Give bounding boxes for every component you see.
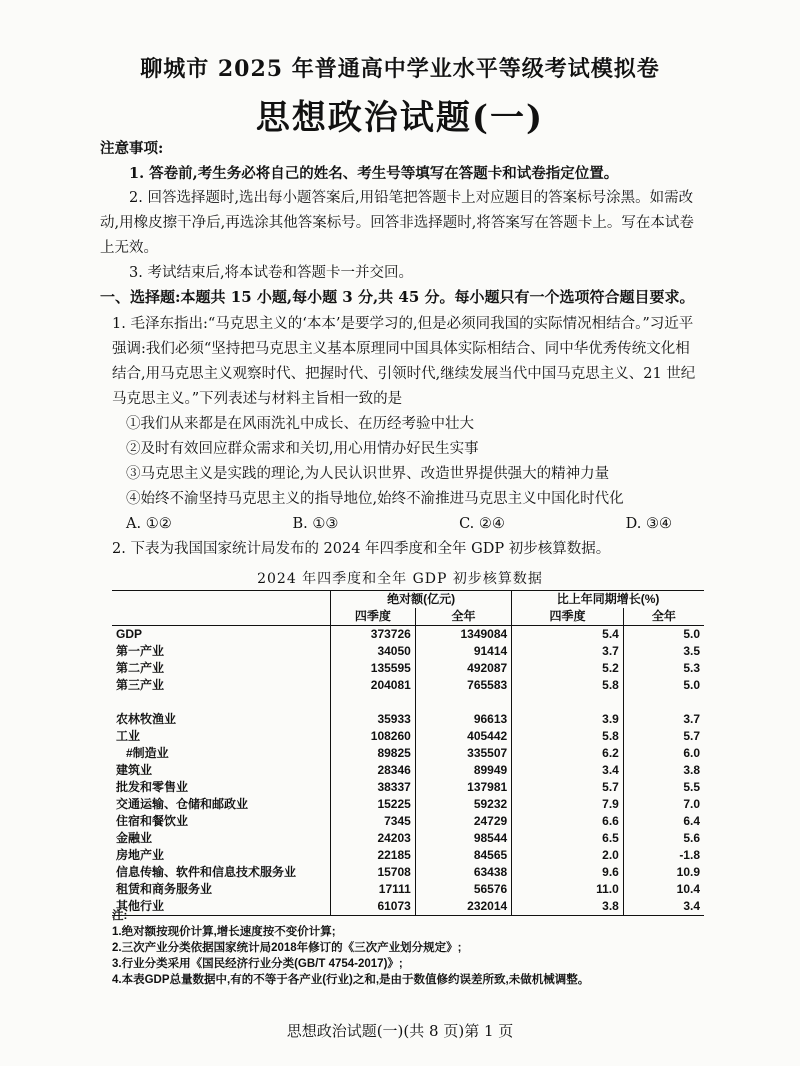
table-cell-value: 108260: [331, 728, 416, 745]
table-cell-label: [112, 694, 331, 711]
table-cell-value: 6.2: [512, 745, 624, 762]
question-1-choices: [112, 512, 702, 537]
table-cell-value: 89825: [331, 745, 416, 762]
table-cell-value: 5.7: [623, 728, 704, 745]
table-cell-value: 492087: [415, 660, 511, 677]
table-group-header-row: [112, 591, 704, 609]
table-cell-value: 15225: [331, 796, 416, 813]
table-cell-label: 第一产业: [116, 644, 165, 658]
table-notes: [112, 908, 712, 988]
notice-item-2: 2. 回答选择题时,选出每小题答案后,用铅笔把答题卡上对应题目的答案标号涂黑。如需改动,用橡皮擦干净后,再选涂其他答案标号。回答非选择题时,将答案写在答题卡上。写在本试卷上无效。: [100, 190, 694, 256]
table-cell-value: 84565: [415, 847, 511, 864]
table-cell-value: 6.0: [623, 745, 704, 762]
table-cell-label: 第二产业: [116, 661, 165, 675]
table-cell-value: 6.4: [623, 813, 704, 830]
table-cell-label: GDP: [116, 627, 143, 641]
sub-header-year-growth: 全年: [623, 608, 704, 626]
group-header-absolute: 绝对额(亿元): [331, 591, 512, 609]
choice-c: C. ②④: [459, 516, 505, 532]
table-cell-value: 35933: [331, 711, 416, 728]
table-cell-value: 3.5: [623, 643, 704, 660]
question-1-option-2: ②及时有效回应群众需求和关切,用心用情办好民生实事: [126, 441, 479, 457]
subject-title: 思想政治试题(一): [255, 98, 545, 138]
question-1-option-4: ④始终不渝坚持马克思主义的指导地位,始终不渝推进马克思主义中国化时代化: [126, 491, 624, 507]
table-cell-value: 1349084: [415, 626, 511, 644]
table-cell-value: 5.7: [512, 779, 624, 796]
table-cell-value: 5.4: [512, 626, 624, 644]
table-cell-value: 6.5: [512, 830, 624, 847]
table-cell-value: [415, 694, 511, 711]
table-cell-value: 5.0: [623, 626, 704, 644]
table-cell-value: 24203: [331, 830, 416, 847]
notice-item-3: 3. 考试结束后,将本试卷和答题卡一并交回。: [129, 265, 414, 281]
table-cell-label: 房地产业: [116, 848, 165, 862]
table-row: [112, 762, 704, 779]
question-1-option-3: ③马克思主义是实践的理论,为人民认识世界、改造世界提供强大的精神力量: [126, 466, 610, 482]
table-row: [112, 796, 704, 813]
table-cell-value: 5.8: [512, 728, 624, 745]
table-cell-label: 批发和零售业: [116, 780, 189, 794]
table-note: 4.本表GDP总量数据中,有的不等于各产业(行业)之和,是由于数值修约误差所致,未做机械调整。: [112, 974, 590, 986]
table-row: [112, 694, 704, 711]
notice-item-1: 1. 答卷前,考生务必将自己的姓名、考生号等填写在答题卡和试卷指定位置。: [129, 165, 619, 182]
table-cell-value: 5.5: [623, 779, 704, 796]
table-cell-value: 232014: [415, 898, 511, 916]
table-cell-value: 17111: [331, 881, 416, 898]
table-cell-value: 373726: [331, 626, 416, 644]
table-cell-label: 第三产业: [116, 678, 165, 692]
table-cell-value: 34050: [331, 643, 416, 660]
table-cell-value: 204081: [331, 677, 416, 694]
table-cell-value: 137981: [415, 779, 511, 796]
table-cell-value: 24729: [415, 813, 511, 830]
table-row: [112, 813, 704, 830]
table-cell-value: 5.2: [512, 660, 624, 677]
table-cell-value: 61073: [331, 898, 416, 916]
choice-b: B. ①③: [292, 516, 339, 532]
section-heading: 一、选择题:本题共 15 小题,每小题 3 分,共 45 分。每小题只有一个选项符合题目要求。: [100, 288, 695, 306]
table-row: [112, 711, 704, 728]
table-cell-value: 5.3: [623, 660, 704, 677]
table-cell-value: 335507: [415, 745, 511, 762]
table-sub-header-row: [112, 608, 704, 626]
table-cell-value: 2.0: [512, 847, 624, 864]
table-cell-label: 交通运输、仓储和邮政业: [116, 797, 249, 811]
table-row: [112, 864, 704, 881]
table-cell-value: 28346: [331, 762, 416, 779]
table-row: [112, 643, 704, 660]
page-footer: 思想政治试题(一)(共 8 页)第 1 页: [286, 1022, 514, 1040]
table-cell-value: 22185: [331, 847, 416, 864]
table-cell-value: 96613: [415, 711, 511, 728]
table-cell-value: 9.6: [512, 864, 624, 881]
table-corner-2: [112, 608, 331, 626]
table-cell-value: 59232: [415, 796, 511, 813]
table-cell-value: [623, 694, 704, 711]
table-cell-label: #制造业: [126, 746, 169, 760]
table-cell-value: 10.4: [623, 881, 704, 898]
table-cell-value: 135595: [331, 660, 416, 677]
table-note: 1.绝对额按现价计算,增长速度按不变价计算;: [112, 926, 336, 938]
table-cell-value: 405442: [415, 728, 511, 745]
table-cell-label: 农林牧渔业: [116, 712, 177, 726]
question-2-stem: 2. 下表为我国国家统计局发布的 2024 年四季度和全年 GDP 初步核算数据。: [112, 541, 611, 557]
group-header-growth: 比上年同期增长(%): [512, 591, 704, 609]
table-cell-value: 7.9: [512, 796, 624, 813]
sub-header-q4-abs: 四季度: [331, 608, 416, 626]
table-row: [112, 881, 704, 898]
table-body: [112, 626, 704, 916]
table-row: [112, 660, 704, 677]
table-corner: [112, 591, 331, 609]
exam-title: 聊城市 2025 年普通高中学业水平等级考试模拟卷: [140, 56, 660, 82]
table-cell-value: 3.9: [512, 711, 624, 728]
table-cell-label: 工业: [116, 729, 141, 743]
table-cell-value: 5.0: [623, 677, 704, 694]
table-cell-value: 38337: [331, 779, 416, 796]
table-cell-value: 6.6: [512, 813, 624, 830]
table-cell-value: 3.4: [512, 762, 624, 779]
table-cell-value: 11.0: [512, 881, 624, 898]
question-1-stem: 1. 毛泽东指出:“马克思主义的‘本本’是要学习的,但是必须同我国的实际情况相结合。”习近平强调:我们必须“坚持把马克思主义基本原理同中国具体实际相结合、同中华优秀传统文化相结合,用马克思主义观察时代、把握时代、引领时代,继续发展当代中国马克思主义、21 世纪马克思主义。”下列表述与材料主旨相一致的是: [112, 316, 696, 407]
table-cell-value: 15708: [331, 864, 416, 881]
table-row: [112, 677, 704, 694]
notice-heading: 注意事项:: [100, 140, 164, 157]
table-cell-value: 10.9: [623, 864, 704, 881]
table-cell-value: [331, 694, 416, 711]
table-cell-value: 3.7: [623, 711, 704, 728]
table-cell-value: 98544: [415, 830, 511, 847]
sub-header-q4-growth: 四季度: [512, 608, 624, 626]
table-cell-value: 7345: [331, 813, 416, 830]
table-note: 注:: [112, 910, 128, 922]
notice-section: [100, 136, 700, 286]
table-cell-value: 89949: [415, 762, 511, 779]
question-1: [112, 312, 702, 537]
table-row: [112, 728, 704, 745]
table-row: [112, 626, 704, 644]
table-cell-label: 住宿和餐饮业: [116, 814, 189, 828]
table-cell-value: 3.7: [512, 643, 624, 660]
table-cell-value: 91414: [415, 643, 511, 660]
question-1-option-1: ①我们从来都是在风雨洗礼中成长、在历经考验中壮大: [126, 416, 474, 432]
choice-d: D. ③④: [625, 516, 672, 532]
table-cell-value: 3.8: [623, 762, 704, 779]
gdp-table: [112, 590, 704, 916]
table-cell-value: 765583: [415, 677, 511, 694]
table-title: 2024 年四季度和全年 GDP 初步核算数据: [257, 571, 543, 587]
table-cell-value: 5.6: [623, 830, 704, 847]
choice-a: A. ①②: [126, 516, 172, 532]
table-cell-label: 建筑业: [116, 763, 153, 777]
sub-header-year-abs: 全年: [415, 608, 511, 626]
table-cell-value: 7.0: [623, 796, 704, 813]
table-cell-label: 租赁和商务服务业: [116, 882, 213, 896]
table-cell-value: 63438: [415, 864, 511, 881]
table-row: [112, 830, 704, 847]
table-cell-value: [512, 694, 624, 711]
table-cell-label: 其他行业: [112, 898, 331, 916]
table-cell-label: 信息传输、软件和信息技术服务业: [116, 865, 297, 879]
table-note: 2.三次产业分类依据国家统计局2018年修订的《三次产业划分规定》;: [112, 942, 462, 954]
table-cell-value: 5.8: [512, 677, 624, 694]
table-row: [112, 847, 704, 864]
table-row: [112, 779, 704, 796]
table-cell-label: 金融业: [116, 831, 153, 845]
table-cell-value: -1.8: [623, 847, 704, 864]
table-row: [112, 745, 704, 762]
table-cell-value: 56576: [415, 881, 511, 898]
table-cell-value: 3.4: [623, 898, 704, 916]
table-cell-value: 3.8: [512, 898, 624, 916]
table-note: 3.行业分类采用《国民经济行业分类(GB/T 4754-2017)》;: [112, 958, 403, 970]
